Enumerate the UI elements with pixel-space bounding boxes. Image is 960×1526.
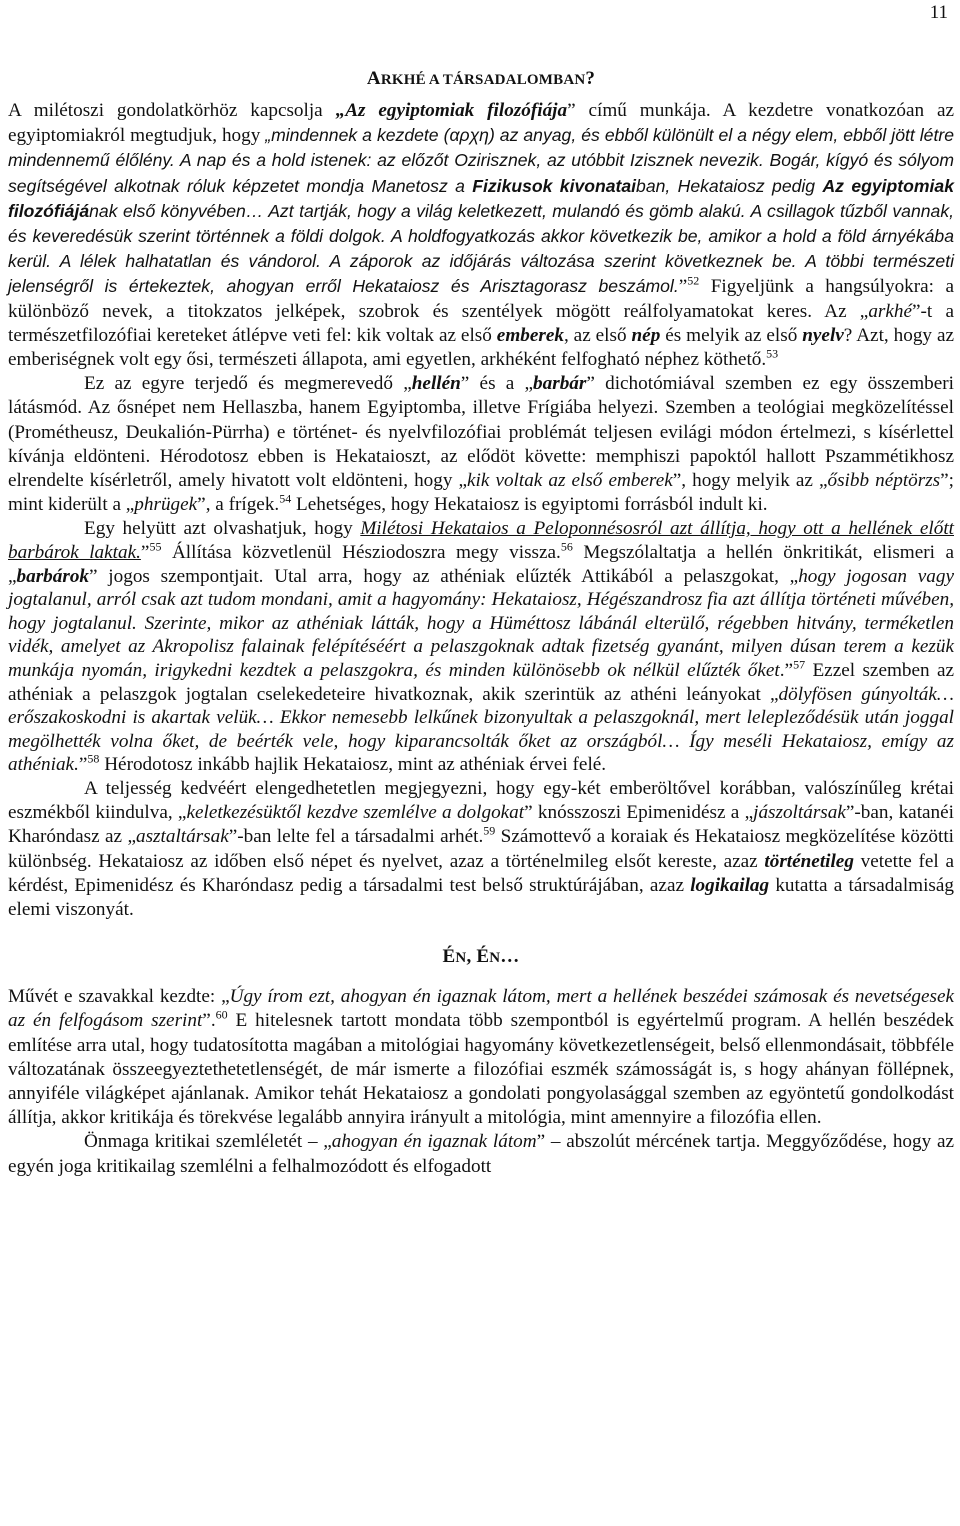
page-number: 11 [929, 2, 948, 23]
page-text [8, 66, 954, 1179]
text-run: kutatta a társadalmiság elemi viszonyát. [8, 874, 954, 920]
text-run: Önmaga kritikai szemléletét – „ [84, 1131, 332, 1153]
text-run: E hitelesnek tartott mondata több szempontból is egyértelmű program. A hellén beszédek említése arra utal, hogy tudatosította magában a mitológiai hagyomány következetlenségeit, belső ellenmondásait, többféle változatának összeegyeztethetetlenségét, de már ismerte a filozófiai eszmék számosságát is, s hogy ahányan föllépnek, annyiféle világképet ajánlanak. Amikor tehát Hekataiosz a gondolati pongyolasággal szemben az egyöntetű gondolkodást állítja, akkor kritikája és törekvése legalább annyira irányult a mitológia, mint amennyire a filozófia ellen. [8, 1010, 954, 1129]
heading-part: , É [466, 946, 490, 968]
emphasis: arkhé [868, 300, 913, 322]
text-run: ” [140, 542, 150, 564]
paragraph-3 [8, 517, 954, 777]
text-run: ”, hogy melyik az „ [672, 470, 828, 492]
text-run: Lehetséges, hogy Hekataiosz is egyiptomi forrásból indult ki. [291, 494, 768, 516]
footnote-marker: 52 [687, 274, 700, 289]
heading-part: A [366, 68, 381, 89]
paragraph-5 [8, 985, 954, 1130]
text-run: és melyik az első [660, 324, 803, 346]
text-run: ”, a frígek. [197, 494, 280, 516]
paragraph-2 [8, 372, 954, 517]
emphasis: logikailag [690, 874, 770, 896]
text-run: ” knósszoszi Epimenidész a „ [524, 802, 754, 824]
text-run: Művét e szavakkal kezdte: „ [8, 986, 230, 1008]
text-run: Egy helyütt azt olvashatjuk, hogy [84, 518, 361, 540]
heading-part: N [455, 950, 467, 967]
quotation: dölyfösen gúnyolták… erőszakoskodni is akartak velük… Ekkor nemesebb lelkűnek bizonyultak a pelaszgoknál, mert lelepleződésük után joggal megölhették volna őket, de beérték vele, hogy kiparancsolták őket az országból… Így meséli Hekataiosz, emígy az athéniak. [8, 683, 954, 776]
emphasis: barbár [533, 373, 587, 395]
text-run: Megszólaltatja a hellén önkritikát, elismeri a „ [8, 542, 954, 587]
heading-part: É [442, 946, 456, 968]
footnote-marker: 59 [483, 824, 496, 838]
text-run: ”-ban, katanéi Kharóndasz az „ [8, 802, 954, 848]
quotation: phrügek [134, 494, 198, 516]
heading-part: N [489, 950, 501, 967]
text-run: ” és a „ [460, 373, 534, 395]
footnote-marker: 54 [279, 491, 292, 506]
book-title: „Az egyiptomiak filozófiája [335, 100, 568, 121]
text-run: vetette fel a kérdést, Epimenidész és Kharóndasz pedig a társadalmi test belső struktúrájában, azaz [8, 850, 954, 896]
book-title: Az egyiptomiak filozófiájá [8, 175, 954, 221]
heading-part: ? [585, 68, 596, 89]
footnote-marker: 53 [766, 346, 779, 361]
text-run: ”-ban lelte fel a társadalmi arhét. [228, 826, 484, 848]
emphasis: emberek [496, 324, 564, 346]
emphasis: hellén [411, 373, 461, 395]
quotation: keletkezésüktől kezdve szemlélve a dolgokat [186, 802, 525, 824]
emphasis: nyelv [802, 324, 844, 346]
text-run: ? Azt, hogy az emberiségnek volt egy ősi, természeti állapota, ami egyetlen, arkhéként felfogható néphez köthető. [8, 324, 954, 371]
text-run: .” [779, 660, 794, 682]
emphasis: asztaltársak [136, 826, 229, 848]
text-run: ” jogos szempontjait. Utal arra, hogy az athéniak elűzték Attikából a pelaszgokat, „ [89, 565, 799, 587]
emphasis: barbárok [16, 565, 90, 587]
text-run: ”; mint kiderült a „ [8, 470, 955, 516]
text-run: ” [78, 754, 88, 776]
quotation: „mindennek a kezdete (αρχη) az anyag, és ebből különült el a négy elem, ebből jött létre mindennemű élőlény. A nap és a hold istenek: az előzőt Ozirisznek, az utóbbit Izisznek nevezik. Bogár, kígyó és sólyom segítségével alkotnak róluk képzetet mondja Manetosz a [8, 125, 954, 196]
text-run: Hérodotosz inkább hajlik Hekataiosz, mint az athéniak érvei felé. [99, 754, 607, 776]
quotation: Úgy írom ezt, ahogyan én igaznak látom, mert a hellének beszédei számosak és nevetségesek az én felfogásom szerint [8, 986, 954, 1032]
quotation: kik voltak az első emberek [467, 470, 673, 492]
quotation: hogy jogosan vagy jogtalanul, arról csak azt tudom mondani, amit a hagyomány: Hekataiosz, Hégészandrosz fia azt állítja történeti művében, hogy jogtalanul. Szerinte, mikor az athéniak látták, hogy a Hüméttosz lábánál elterülő, régebben hitvány, terméketlen vidék, amelyet az Akropolisz falainak felépítéséért a pelaszgoknak adtak fizetség gyanánt, milyen dúsan terem a kezük munkája nyomán, irigykedni kezdtek a pelaszgokra, és minden különösebb ok nélkül elűzték őket [8, 565, 954, 682]
text-run: ” – abszolút mércének tartja. Meggyőződése, hogy az egyén joga kritikailag szemlélni a felhalmozódott és elfogadott [8, 1131, 954, 1177]
emphasis: történetileg [764, 850, 854, 872]
text-run: ” című munkája. A kezdetre vonatkozóan az egyiptomiakról megtudjuk, hogy [8, 100, 954, 147]
text-run: ” dichotómiával szemben ez egy összemberi látásmód. Az ősnépet nem Hellaszba, hanem Egyiptomba, illetve Frígiába helyezi. Szemben a teológiai megközelítéssel (Prométheusz, Deukalión-Pürrha) e történet- és nyelvfilozófiai problémát teljesen evilági módon értelmezi, s kísérlettel kívánja eldönteni. Hérodotosz ebben is Hekataioszt, az elődöt követte: memphiszi papoktól hallott Pszammétikhosz elrendelte kísérletről, amely hivatott volt eldönteni, hogy „ [8, 373, 954, 492]
quotation: ban, Hekataiosz pedig [636, 175, 823, 196]
footnote-marker: 58 [87, 752, 100, 766]
text-run: Állítása közvetlenül Hésziodoszra megy vissza. [161, 542, 561, 564]
heading-part: … [500, 946, 520, 968]
heading-part: RKHÉ A TÁRSADALOMBAN [380, 72, 586, 88]
text-run: A teljesség kedvéért elengedhetetlen megjegyezni, hogy egy-két emberöltővel korábban, valószínűleg krétai eszmékből kiindulva, „ [8, 777, 954, 824]
text-run: , az első [563, 324, 632, 346]
footnote-marker: 60 [215, 1008, 228, 1023]
quotation: nak első könyvében… Azt tartják, hogy a világ keletkezett, mulandó és gömb alakú. A csillagok tűzből vannak, és keveredésük szerint történnek a földi dolgok. A holdfogyatkozás akkor következik be, amikor a hold a föld árnyékába kerül. A lélek halhatatlan és vándorol. A záporok az időjárás változása szerint következnek be. A többi természeti jelenségről is értekeztek, ahogyan erről Hekataiosz és Arisztagorasz beszámol. [8, 200, 954, 297]
paragraph-1 [8, 99, 954, 372]
footnote-marker: 55 [149, 539, 162, 554]
section-heading-arkhe [8, 66, 954, 93]
text-run: ” [678, 276, 688, 298]
text-run: ”-t a természetfilozófiai kereteket átlépve veti fel: kik voltak az első [8, 300, 954, 346]
paragraph-4 [8, 777, 954, 922]
emphasis: jászoltársak [753, 802, 846, 824]
emphasis: nép [631, 324, 661, 346]
text-run: ”. [202, 1010, 216, 1032]
quotation: ősibb néptörzs [827, 470, 941, 492]
quotation: ahogyan én igaznak látom [331, 1131, 537, 1153]
text-run: Számottevő a koraiak és Hekataiosz megközelítése közötti különbség. Hekataiosz az időben első népet és nyelvet, azaz a történelmileg elsőt kereste, azaz [8, 826, 954, 872]
footnote-marker: 56 [560, 539, 573, 554]
section-heading-en-en [8, 944, 954, 971]
text-run: Figyeljünk a hangsúlyokra: a különböző nevek, a titokzatos jelképek, szobrok és szentélyek mögött reálfolyamatokat keres. Az „ [8, 276, 954, 322]
book-title: Fizikusok kivonatai [472, 175, 637, 196]
text-run: Ez az egyre terjedő és megmerevedő „ [84, 373, 412, 395]
text-run: A milétoszi gondolatkörhöz kapcsolja [8, 100, 336, 121]
quotation: Milétosi Hekataios a Peloponnésosról azt állítja, hogy ott a hellének előtt barbárok laktak. [8, 518, 954, 564]
footnote-marker: 57 [793, 657, 806, 672]
text-run: Ezzel szemben az athéniak a pelaszgok jogtalan cselekedeteire hivatkoznak, akik szerintük az athéni leányokat „ [8, 660, 955, 705]
paragraph-6 [8, 1130, 954, 1178]
